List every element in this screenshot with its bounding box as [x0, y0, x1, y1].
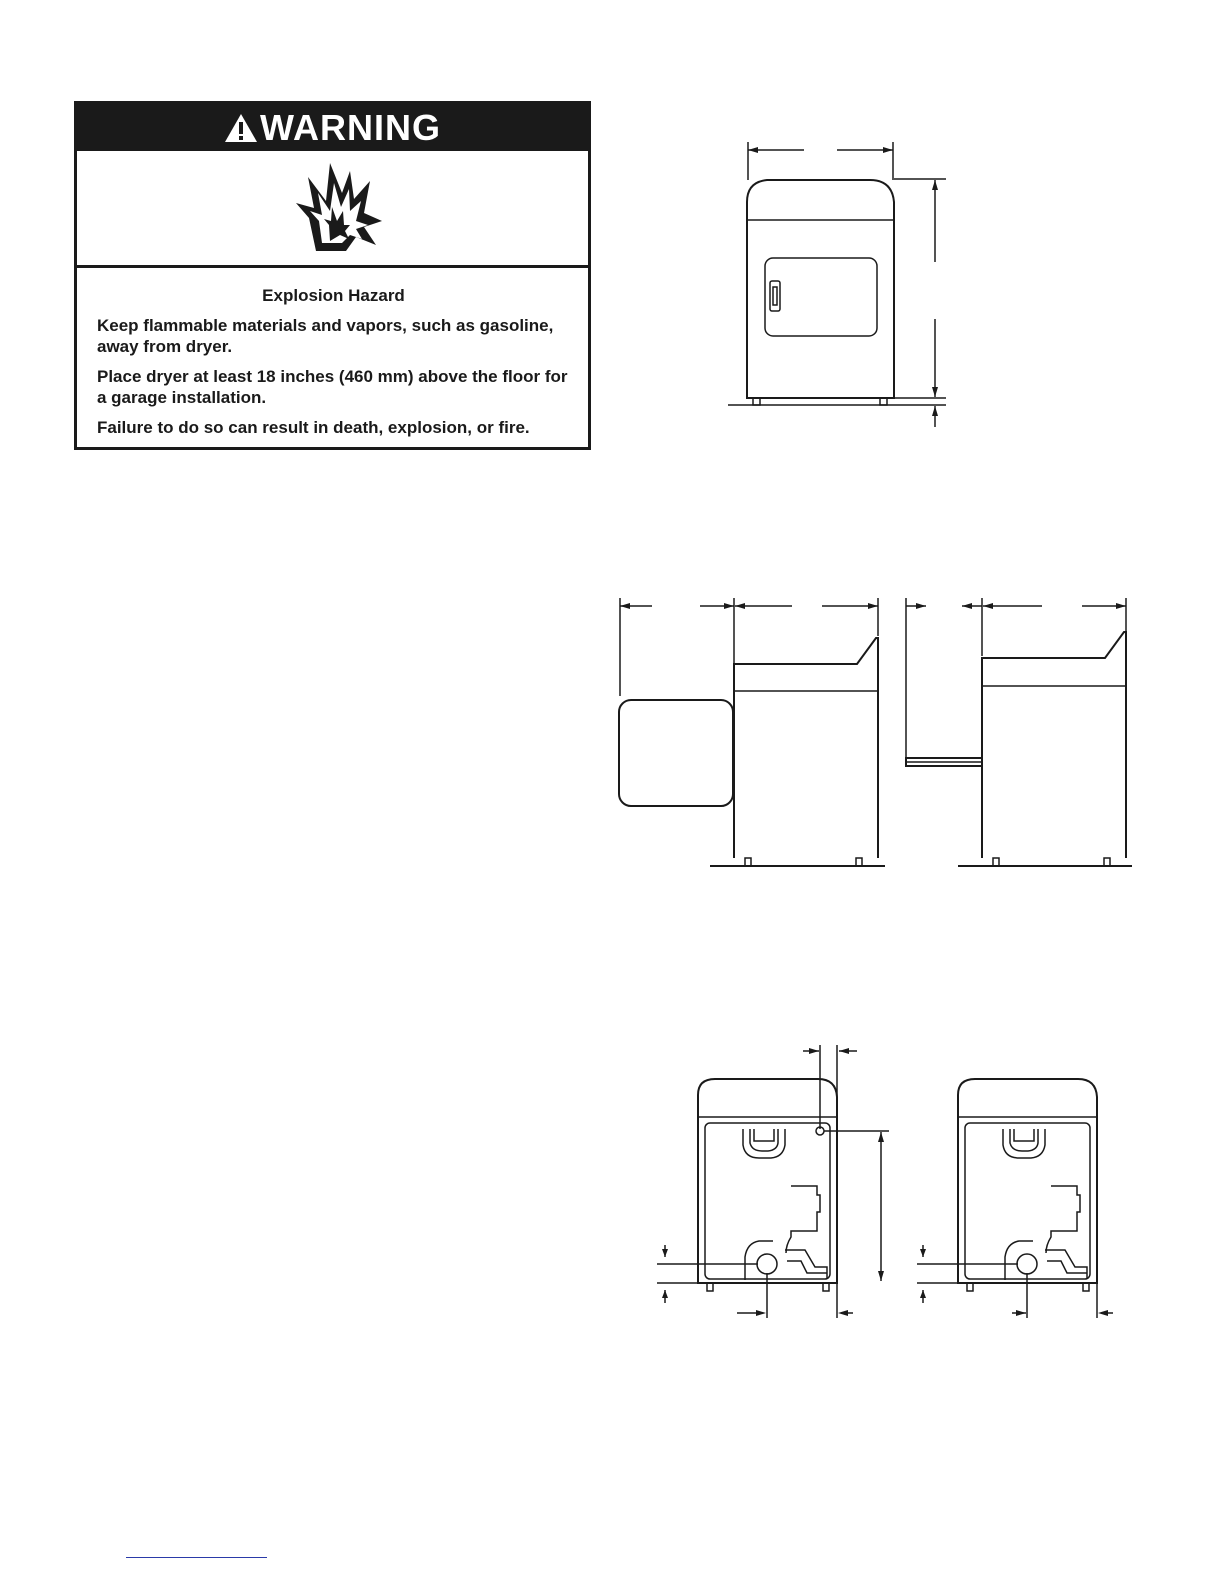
warning-title: WARNING: [260, 106, 441, 148]
warning-header: [77, 104, 588, 151]
hazard-symbol-area: [77, 151, 588, 268]
dryer-rear-view-diagram: [655, 1045, 1120, 1325]
warning-line: Keep flammable materials and vapors, such as gasoline, away from dryer.: [97, 316, 554, 356]
explosion-icon: [294, 163, 384, 251]
warning-box: [74, 101, 591, 450]
dryer-side-view-diagram: [612, 596, 1142, 876]
footer-link-rule: [126, 1557, 267, 1558]
warning-line: Failure to do so can result in death, explosion, or fire.: [97, 418, 530, 437]
warning-body: [77, 268, 588, 447]
hazard-title: Explosion Hazard: [262, 286, 405, 305]
dryer-front-view-diagram: [720, 140, 960, 430]
warning-triangle-icon: [224, 113, 258, 143]
warning-line: Place dryer at least 18 inches (460 mm) above the floor for a garage installation.: [97, 367, 568, 407]
